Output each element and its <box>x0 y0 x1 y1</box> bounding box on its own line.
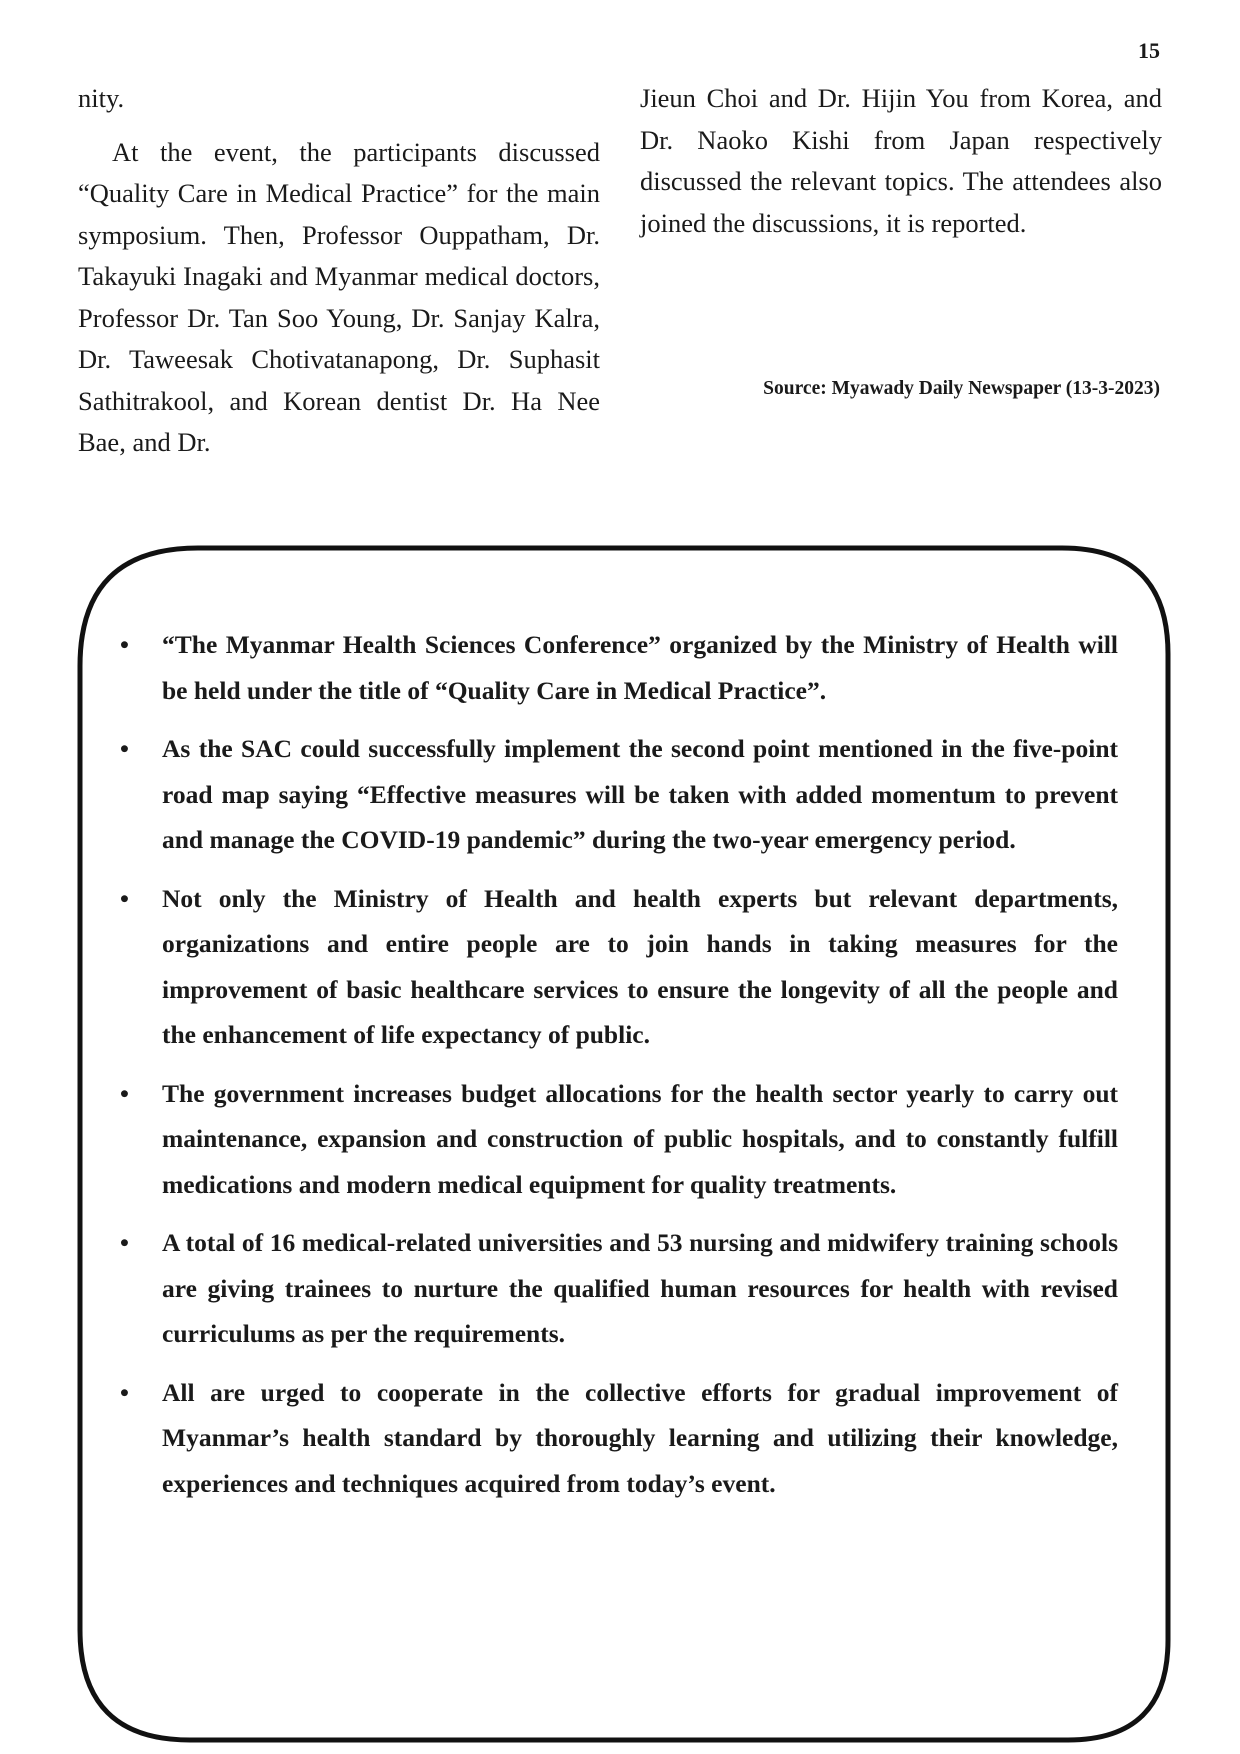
list-item-text: As the SAC could successfully implement the second point mentioned in the five-point road map saying “Effective measures will be taken with added momentum to prevent and manage the COVID-19 pandemic” during the two-year emergency period. <box>162 734 1118 854</box>
bullet-icon: • <box>120 1228 129 1257</box>
article-paragraph: At the event, the participants discussed “Quality Care in Medical Practice” for the main symposium. Then, Professor Ouppatham, Dr. Takayuki Inagaki and Myanmar medical doctors, Professor Dr. Tan Soo Young, Dr. Sanjay Kalra, Dr. Taweesak Chotivatanapong, Dr. Suphasit Sathitrakool, and Korean dentist Dr. Ha Nee Bae, and Dr. <box>78 136 600 457</box>
list-item <box>120 1370 1118 1507</box>
list-item-text: The government increases budget allocations for the health sector yearly to carry out maintenance, expansion and construction of public hospitals, and to constantly fulfill medications and modern medical equipment for quality treatments. <box>162 1078 1118 1199</box>
article-paragraph: nity. <box>78 83 125 113</box>
list-item <box>120 876 1118 1058</box>
bullet-icon: • <box>120 1078 129 1108</box>
list-item <box>120 1071 1118 1208</box>
list-item <box>120 726 1118 863</box>
bullet-icon: • <box>120 734 129 763</box>
bullet-icon: • <box>120 1377 129 1407</box>
list-item <box>120 1220 1118 1357</box>
highlight-box <box>120 622 1118 1519</box>
source-citation: Source: Myawady Daily Newspaper (13-3-2023) <box>763 378 1160 399</box>
bullet-icon: • <box>120 883 129 913</box>
page-number: 15 <box>1138 38 1160 63</box>
list-item-text: All are urged to cooperate in the collective efforts for gradual improvement of Myanmar’s health standard by thoroughly learning and utilizing their knowledge, experiences and techniques acquired from today’s event. <box>162 1377 1118 1498</box>
bullet-icon: • <box>120 630 129 659</box>
highlight-list <box>120 622 1118 1506</box>
list-item-text: “The Myanmar Health Sciences Conference” organized by the Ministry of Health will be held under the title of “Quality Care in Medical Practice”. <box>162 630 1118 705</box>
list-item-text: Not only the Ministry of Health and health experts but relevant departments, organizations and entire people are to join hands in taking measures for the improvement of basic healthcare services to ensure the longevity of all the people and the enhancement of life expectancy of public. <box>162 883 1118 1049</box>
article-paragraph: Jieun Choi and Dr. Hijin You from Korea, and Dr. Naoko Kishi from Japan respectively discussed the relevant topics. The attendees also joined the discussions, it is reported. <box>640 83 1162 238</box>
list-item <box>120 622 1118 713</box>
list-item-text: A total of 16 medical-related universities and 53 nursing and midwifery training schools are giving trainees to nurture the qualified human resources for health with revised curriculums as per the requirements. <box>162 1228 1118 1348</box>
